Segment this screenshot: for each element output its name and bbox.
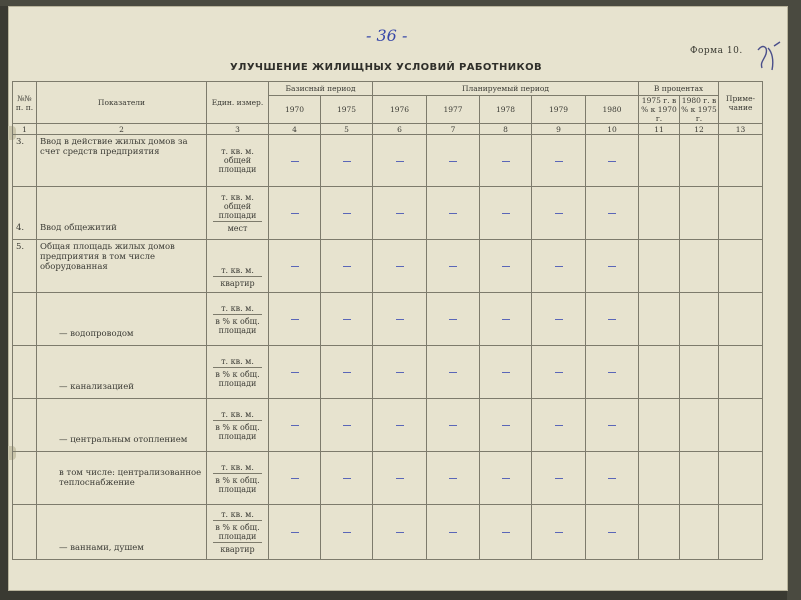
row-label: Общая площадь жилых домов предприятия в том числе оборудованная <box>37 240 207 293</box>
value-cell <box>269 505 321 560</box>
value-cell <box>373 240 427 293</box>
note-cell <box>719 293 763 346</box>
dash-mark <box>291 161 299 162</box>
note-cell <box>719 187 763 240</box>
dash-mark <box>291 478 299 479</box>
value-cell <box>373 399 427 452</box>
value-cell <box>639 135 680 187</box>
dash-mark <box>502 532 510 533</box>
unit-text: квартир <box>220 545 255 554</box>
col-number: 2 <box>37 124 207 135</box>
column-number-row <box>13 124 763 135</box>
dash-mark <box>449 266 457 267</box>
header-note: Приме- чание <box>719 82 763 124</box>
value-cell <box>269 293 321 346</box>
dash-mark <box>343 532 351 533</box>
value-cell <box>427 240 480 293</box>
data-table <box>12 81 763 560</box>
unit-text: т. кв. м. <box>213 463 262 474</box>
row-label: — канализацией <box>37 346 207 399</box>
dash-mark <box>555 425 563 426</box>
value-cell <box>586 293 639 346</box>
value-cell <box>532 505 586 560</box>
row-num: 3. <box>13 135 37 187</box>
col-number: 6 <box>373 124 427 135</box>
value-cell <box>269 187 321 240</box>
dash-mark <box>396 532 404 533</box>
unit-text: т. кв. м. <box>213 357 262 368</box>
table-row <box>13 240 763 293</box>
value-cell <box>269 135 321 187</box>
row-label: — ваннами, душем <box>37 505 207 560</box>
col-number: 10 <box>586 124 639 135</box>
value-cell <box>427 505 480 560</box>
header-year: 1978 <box>480 96 532 124</box>
dash-mark <box>396 161 404 162</box>
value-cell <box>480 135 532 187</box>
header-percent: В процентах <box>639 82 719 96</box>
note-cell <box>719 346 763 399</box>
unit-text: в % к общ. площади <box>213 523 262 543</box>
value-cell <box>586 187 639 240</box>
value-cell <box>680 452 719 505</box>
value-cell <box>639 293 680 346</box>
row-unit <box>207 505 269 560</box>
value-cell <box>321 399 373 452</box>
col-number: 5 <box>321 124 373 135</box>
value-cell <box>321 452 373 505</box>
value-cell <box>480 346 532 399</box>
dash-mark <box>608 266 616 267</box>
dash-mark <box>449 532 457 533</box>
value-cell <box>639 346 680 399</box>
col-number: 1 <box>13 124 37 135</box>
dash-mark <box>555 372 563 373</box>
row-unit <box>207 135 269 187</box>
value-cell <box>680 187 719 240</box>
value-cell <box>480 452 532 505</box>
dash-mark <box>291 532 299 533</box>
value-cell <box>373 293 427 346</box>
value-cell <box>373 187 427 240</box>
row-num <box>13 505 37 560</box>
value-cell <box>639 399 680 452</box>
col-number: 11 <box>639 124 680 135</box>
col-number: 12 <box>680 124 719 135</box>
row-label: — водопроводом <box>37 293 207 346</box>
value-cell <box>586 240 639 293</box>
note-cell <box>719 240 763 293</box>
value-cell <box>680 135 719 187</box>
col-number: 4 <box>269 124 321 135</box>
value-cell <box>532 187 586 240</box>
table-row <box>13 399 763 452</box>
dash-mark <box>343 478 351 479</box>
value-cell <box>321 187 373 240</box>
dash-mark <box>502 161 510 162</box>
dash-mark <box>396 213 404 214</box>
row-unit <box>207 452 269 505</box>
value-cell <box>532 346 586 399</box>
col-number: 7 <box>427 124 480 135</box>
value-cell <box>532 399 586 452</box>
header-base-period: Базисный период <box>269 82 373 96</box>
row-num: 4. <box>13 187 37 240</box>
dash-mark <box>396 319 404 320</box>
value-cell <box>321 293 373 346</box>
row-num <box>13 293 37 346</box>
dash-mark <box>449 319 457 320</box>
value-cell <box>427 346 480 399</box>
row-label: Ввод в действие жилых домов за счет средств предприятия <box>37 135 207 187</box>
header-pct-1980: 1980 г. в % к 1975 г. <box>681 96 717 123</box>
value-cell <box>680 346 719 399</box>
unit-text: т. кв. м. <box>213 410 262 421</box>
dash-mark <box>449 478 457 479</box>
row-unit <box>207 399 269 452</box>
unit-text: мест <box>227 224 248 233</box>
dash-mark <box>502 266 510 267</box>
dash-mark <box>449 425 457 426</box>
header-year: 1980 <box>586 96 639 124</box>
row-num <box>13 452 37 505</box>
header-planned-period: Планируемый период <box>373 82 639 96</box>
value-cell <box>427 399 480 452</box>
dash-mark <box>291 319 299 320</box>
unit-text: т. кв. м. <box>213 266 262 277</box>
value-cell <box>639 452 680 505</box>
header-indicator: Показатели <box>37 82 207 124</box>
value-cell <box>373 505 427 560</box>
dash-mark <box>555 266 563 267</box>
header-unit: Един. измер. <box>207 82 269 124</box>
dash-mark <box>608 372 616 373</box>
header-year: 1975 <box>321 96 373 124</box>
unit-text: в % к общ. площади <box>215 316 260 335</box>
value-cell <box>639 505 680 560</box>
row-label: в том числе: централизованное теплоснабжение <box>37 452 207 505</box>
dash-mark <box>608 478 616 479</box>
dash-mark <box>396 478 404 479</box>
handwritten-mark-icon <box>754 40 784 76</box>
row-label: Ввод общежитий <box>37 187 207 240</box>
value-cell <box>532 240 586 293</box>
value-cell <box>321 135 373 187</box>
dash-mark <box>343 425 351 426</box>
dash-mark <box>343 161 351 162</box>
header-pct-1975: 1975 г. в % к 1970 г. <box>639 96 680 124</box>
dash-mark <box>396 372 404 373</box>
table-row <box>13 293 763 346</box>
value-cell <box>532 452 586 505</box>
value-cell <box>321 240 373 293</box>
row-unit <box>207 240 269 293</box>
value-cell <box>427 135 480 187</box>
dash-mark <box>396 266 404 267</box>
dash-mark <box>291 266 299 267</box>
dash-mark <box>449 161 457 162</box>
unit-text: т. кв. м. общей площади <box>213 193 262 222</box>
dash-mark <box>502 319 510 320</box>
value-cell <box>427 187 480 240</box>
value-cell <box>480 399 532 452</box>
value-cell <box>680 240 719 293</box>
header-year: 1977 <box>427 96 480 124</box>
unit-text: т. кв. м. <box>213 304 262 315</box>
col-number: 13 <box>719 124 763 135</box>
dash-mark <box>343 213 351 214</box>
dash-mark <box>555 213 563 214</box>
value-cell <box>269 452 321 505</box>
dash-mark <box>291 425 299 426</box>
col-number: 9 <box>532 124 586 135</box>
dash-mark <box>608 532 616 533</box>
value-cell <box>480 240 532 293</box>
dash-mark <box>449 213 457 214</box>
dash-mark <box>608 161 616 162</box>
unit-text: в % к общ. площади <box>215 475 260 494</box>
dash-mark <box>608 213 616 214</box>
value-cell <box>680 505 719 560</box>
unit-text: т. кв. м. общей площади <box>218 147 257 174</box>
row-unit <box>207 293 269 346</box>
row-num <box>13 399 37 452</box>
dash-mark <box>502 372 510 373</box>
value-cell <box>269 346 321 399</box>
table-row <box>13 346 763 399</box>
row-unit <box>207 346 269 399</box>
dash-mark <box>291 372 299 373</box>
dash-mark <box>502 213 510 214</box>
value-cell <box>586 135 639 187</box>
header-year: 1976 <box>373 96 427 124</box>
dash-mark <box>502 478 510 479</box>
dash-mark <box>555 319 563 320</box>
value-cell <box>586 452 639 505</box>
note-cell <box>719 399 763 452</box>
row-label: — центральным отоплением <box>37 399 207 452</box>
value-cell <box>586 346 639 399</box>
col-number: 3 <box>207 124 269 135</box>
value-cell <box>373 135 427 187</box>
value-cell <box>321 505 373 560</box>
header-year: 1979 <box>532 96 586 124</box>
note-cell <box>719 505 763 560</box>
dash-mark <box>608 425 616 426</box>
scan-border-right <box>787 0 801 600</box>
note-cell <box>719 452 763 505</box>
page-number: - 36 - <box>366 26 408 45</box>
dash-mark <box>608 319 616 320</box>
value-cell <box>480 505 532 560</box>
value-cell <box>680 293 719 346</box>
value-cell <box>480 293 532 346</box>
value-cell <box>532 293 586 346</box>
dash-mark <box>555 161 563 162</box>
value-cell <box>586 399 639 452</box>
note-cell <box>719 135 763 187</box>
unit-text: квартир <box>220 279 255 288</box>
value-cell <box>680 399 719 452</box>
row-num: 5. <box>13 240 37 293</box>
value-cell <box>427 452 480 505</box>
value-cell <box>269 399 321 452</box>
unit-text: т. кв. м. <box>213 510 262 521</box>
value-cell <box>269 240 321 293</box>
value-cell <box>373 346 427 399</box>
form-label: Форма 10. <box>690 46 743 56</box>
dash-mark <box>396 425 404 426</box>
table-row <box>13 135 763 187</box>
value-cell <box>321 346 373 399</box>
value-cell <box>639 240 680 293</box>
value-cell <box>427 293 480 346</box>
dash-mark <box>555 478 563 479</box>
row-num <box>13 346 37 399</box>
unit-text: в % к общ. площади <box>215 369 260 388</box>
value-cell <box>532 135 586 187</box>
dash-mark <box>449 372 457 373</box>
value-cell <box>373 452 427 505</box>
value-cell <box>480 187 532 240</box>
page-title: УЛУЧШЕНИЕ ЖИЛИЩНЫХ УСЛОВИЙ РАБОТНИКОВ <box>230 62 543 73</box>
dash-mark <box>555 532 563 533</box>
value-cell <box>586 505 639 560</box>
dash-mark <box>502 425 510 426</box>
dash-mark <box>343 266 351 267</box>
table-row <box>13 505 763 560</box>
dash-mark <box>291 213 299 214</box>
table-row <box>13 452 763 505</box>
header-num: №№ п. п. <box>13 82 37 124</box>
col-number: 8 <box>480 124 532 135</box>
header-year: 1970 <box>269 96 321 124</box>
unit-text: в % к общ. площади <box>215 422 260 441</box>
table-row <box>13 187 763 240</box>
dash-mark <box>343 319 351 320</box>
dash-mark <box>343 372 351 373</box>
row-unit <box>207 187 269 240</box>
value-cell <box>639 187 680 240</box>
